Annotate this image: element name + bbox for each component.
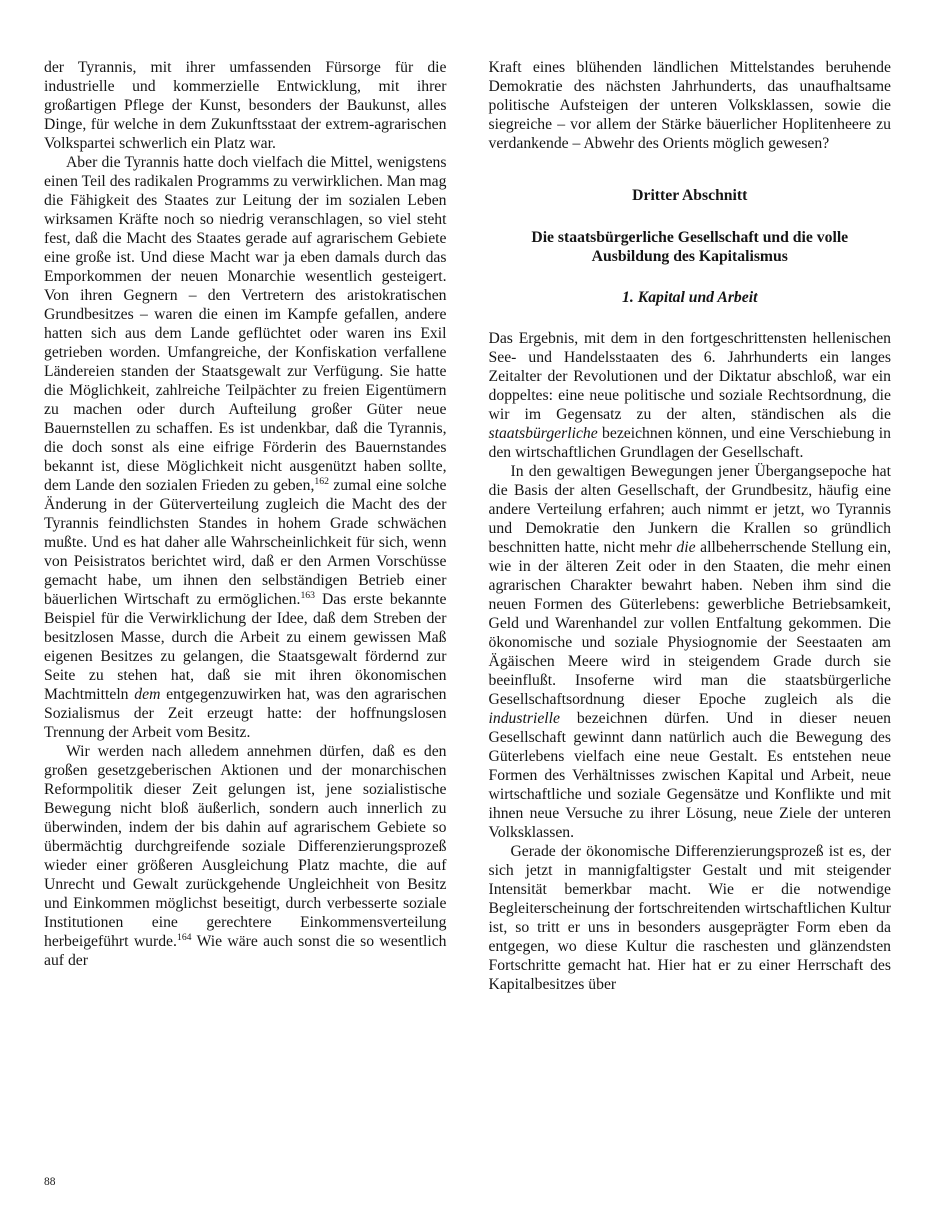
text-segment: Aber die Tyrannis hatte doch vielfach die Mittel, wenigstens einen Teil des radikalen Programms zu verwirklichen. Man mag die Fähigkeit des Staates zur Leitung der im sozialen Leben wirksamen Kräfte noch so niedrig veranschlagen, so viel steht fest, daß die Macht des Staates gerade auf agrarischem Gebiete eine große ist. Und diese Macht war ja eben damals durch das Emporkommen der neuen Monarchie wesentlich gesteigert. Von ihren Gegnern – den Vertretern des aristokratischen Grundbesitzes – waren die einen im Kampfe gefallen, andere hatten sich aus dem Lande geflüchtet oder waren ins Exil getrieben worden. Umfangreiche, der Konfiskation verfallene Ländereien standen der Staatsgewalt zur Verfügung. Sie hatte die Möglichkeit, zahlreiche Teilpächter zu freien Eigentümern zu machen oder durch Aufteilung großer Güter neue Bauernstellen zu schaffen. Es ist undenkbar, daß die Tyrannis, die doch sonst als eine eifrige Förderin des Bauernstandes bekannt ist, diese Möglichkeit nicht ausgenützt haben sollte, dem Lande den sozialen Frieden zu geben, bbox=[44, 154, 447, 494]
text-segment: die bbox=[676, 539, 696, 556]
text-segment: industrielle bbox=[488, 710, 560, 727]
page-number: 88 bbox=[44, 1176, 56, 1188]
section-heading: Dritter Abschnitt bbox=[632, 187, 748, 204]
text-segment: staatsbürgerliche bbox=[488, 425, 598, 442]
paragraph bbox=[489, 58, 892, 153]
text-segment: dem bbox=[134, 686, 161, 703]
footnote-reference: 164 bbox=[176, 931, 192, 943]
text-segment: bezeichnen können, und eine Verschiebung in den wirtschaftlichen Grundlagen der Gesellschaft. bbox=[488, 425, 891, 461]
text-segment: In den gewaltigen Bewegungen jener Übergangsepoche hat die Basis der alten Gesellschaft, der Grundbesitz, häufig eine andere Verteilung erfahren; auch nimmt er jetzt, wo Tyrannis und Demokratie den Junkern die Krallen so gründlich beschnitten hatte, nicht mehr bbox=[488, 463, 891, 556]
paragraph bbox=[489, 329, 892, 462]
text-segment: der Tyrannis, mit ihrer umfassenden Fürsorge für die industrielle und kommerzielle Entwicklung, mit ihrer großartigen Pflege der Kunst, besonders der Baukunst, alles Dinge, für welche in dem Zukunftsstaat der extrem-agrarischen Volkspartei schwerlich ein Platz war. bbox=[44, 59, 447, 152]
text-segment: zumal eine solche Änderung in der Güterverteilung zugleich die Macht des der Tyrannis feindlichsten Standes in hohem Grade schwächen mußte. Und es hat daher alle Wahrscheinlichkeit für sich, wenn von Peisistratos berichtet wird, daß er den Armen Vorschüsse gemacht habe, um ihnen den selbständigen Betrieb einer bäuerlichen Wirtschaft zu ermöglichen. bbox=[44, 477, 447, 608]
paragraph bbox=[489, 842, 892, 994]
paragraph bbox=[44, 742, 447, 970]
subsection-title: 1. Kapital und Arbeit bbox=[622, 289, 758, 306]
text-segment: allbeherrschende Stellung ein, wie in der älteren Zeit oder in den Staaten, die mehr einen agrarischen Charakter bewahrt haben. Neben ihm sind die neuen Formen des Güterlebens: gewerbliche Betriebsamkeit, Geld und Warenhandel zur vollen Entfaltung gekommen. Die ökonomische und soziale Physiognomie der Seestaaten am Ägäischen Meere wird in steigendem Grade durch sie beeinflußt. Insoferne wird man die staatsbürgerliche Gesellschaftsordnung dieser Epoche zugleich als die bbox=[488, 539, 892, 708]
text-segment: entgegenzuwirken hat, was den agrarischen Sozialismus der Zeit erzeugt hatte: der hoffnungslosen Trennung der Arbeit vom Besitz. bbox=[44, 686, 447, 741]
text-segment: Wie wäre auch sonst die so wesentlich auf der bbox=[44, 933, 447, 969]
column-right bbox=[489, 58, 892, 1184]
text-segment: Das Ergebnis, mit dem in den fortgeschrittensten hellenischen See- und Handelsstaaten des 6. Jahrhunderts ein langes Zeitalter der Revolutionen und der Diktatur abschloß, war ein doppeltes: eine neue politische und soziale Rechtsordnung, die wir im Gegensatz zu der alten, ständischen als die bbox=[488, 330, 891, 423]
text-segment: Kraft eines blühenden ländlichen Mittelstandes beruhende Demokratie des nächsten Jahrhunderts, das unaufhaltsame politische Aufsteigen der unteren Volksklassen, sowie die siegreiche – vor allem der Stärke bäuerlicher Hoplitenheere zu verdankende – Abwehr des Orients möglich gewesen? bbox=[488, 59, 891, 152]
footnote-reference: 162 bbox=[314, 475, 329, 487]
paragraph bbox=[44, 153, 447, 742]
text-segment: bezeichnen dürfen. Und in dieser neuen Gesellschaft gewinnt dann natürlich auch die Bewegung des Güterlebens vielfach eine neue Gestalt. Es entstehen neue Formen des Verhältnisses zwischen Kapital und Arbeit, neue wirtschaftliche und soziale Gegensätze und Konflikte und mit ihnen neue Versuche zu ihrer Lösung, neue Ziele der unteren Volksklassen. bbox=[488, 710, 891, 841]
text-segment: Wir werden nach alledem annehmen dürfen, daß es den großen gesetzgeberischen Aktionen und der monarchischen Reformpolitik dieser Zeit gelungen ist, jene sozialistische Bewegung nicht bloß äußerlich, sondern auch innerlich zu überwinden, indem der bis dahin auf agrarischem Gebiete so übermächtig durchgreifende soziale Differenzierungsprozeß wieder einer größeren Ausgleichung Platz machte, die auf Unrecht und Gewalt zurückgehende Ungleichheit von Besitz und Einkommen möglichst beseitigt, durch verbesserte soziale Institutionen eine gerechtere Einkommensverteilung herbeigeführt wurde. bbox=[44, 743, 447, 950]
footnote-reference: 163 bbox=[300, 589, 316, 601]
text-segment: Gerade der ökonomische Differenzierungsprozeß ist es, der sich jetzt in mannigfaltigster Gestalt und mit steigender Intensität bemerkbar macht. Wie er die notwendige Begleiterscheinung der fortschreitenden wirtschaftlichen Kultur ist, so tritt er uns in besonders ausgeprägter Form eben da entgegen, wo diese Kultur die raschesten und glänzendsten Fortschritte gemacht hat. Hier hat er zu einer Herrschaft des Kapitalbesitzes über bbox=[488, 843, 891, 993]
text-segment: Das erste bekannte Beispiel für die Verwirklichung der Idee, daß dem Streben der besitzlosen Masse, durch die Arbeit zu einem gewissen Maß eigenen Besitzes zu gelangen, die Staatsgewalt fördernd zur Seite zu stehen hat, daß sie mit ihren ökonomischen Machtmitteln bbox=[44, 591, 447, 703]
paragraph bbox=[44, 58, 447, 153]
column-left bbox=[44, 58, 447, 1184]
paragraph bbox=[489, 462, 892, 842]
chapter-title: Die staatsbürgerliche Gesellschaft und die volle Ausbildung des Kapitalismus bbox=[531, 229, 849, 265]
